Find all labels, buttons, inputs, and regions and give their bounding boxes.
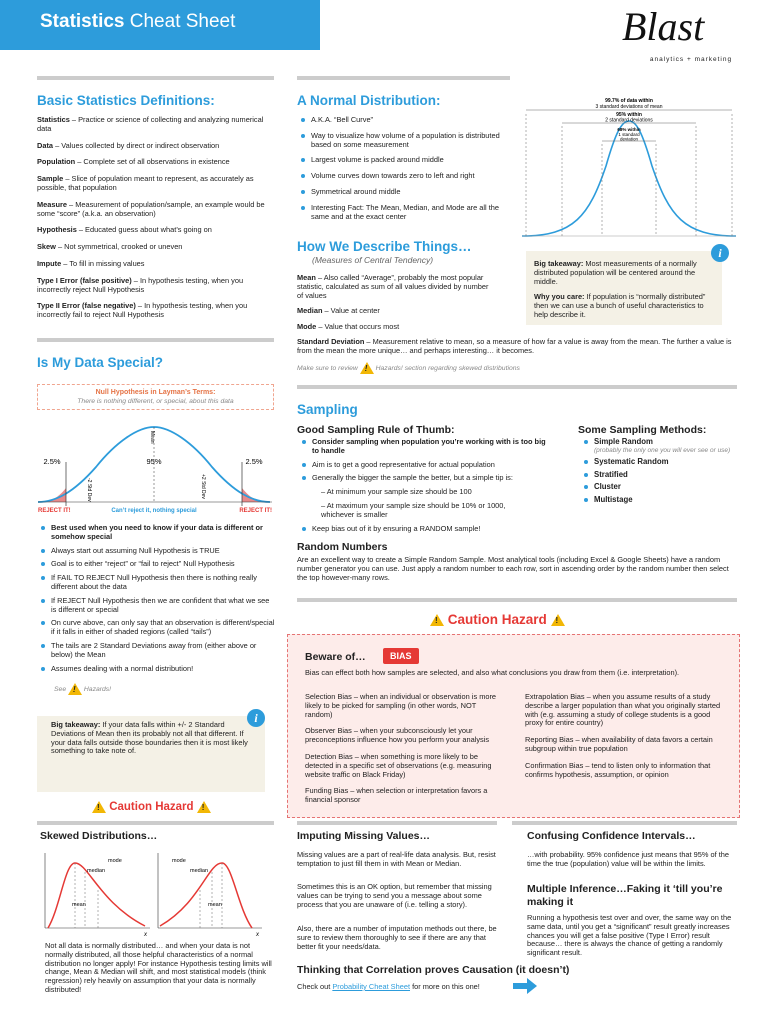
bias-term: Observer Bias [305,726,352,736]
definition-item [37,158,277,167]
sampling-method: Stratified [583,471,738,480]
cant-reject-label: Can’t reject it, nothing special [111,508,197,514]
bias-item [525,736,730,754]
info-icon: i [711,244,729,262]
special-bullet: Goal is to either “reject” or “fail to reject” Null Hypothesis [40,560,276,569]
null-title: Null Hypothesis in Layman’s Terms: [95,389,216,396]
definition-text: – Educated guess about what’s going on [76,225,212,235]
bias-intro: Bias can effect both how samples are selected, and also what conclusions you draw from them (i.e. interpretation). [305,668,680,677]
logo-tagline: analytics + marketing [649,56,733,63]
skewed-heading: Skewed Distributions… [40,830,158,842]
mode-definition: Mode – Value that occurs most [297,322,400,331]
null-hypothesis-box [37,384,274,410]
definition-term: Statistics [37,115,70,124]
warning-icon [197,801,211,813]
divider [297,598,737,602]
divider [512,821,737,825]
definition-text: – Measurement of population/sample, an example would be some “score” (a.k.a. an observation) [37,199,265,218]
describe-heading: How We Describe Things… [297,239,472,254]
imputing-p2: Sometimes this is an OK option, but remember that missing values can be trying to send you a message about some process that you are unaware of (i.e. telling a story). [297,882,492,909]
bias-text: – when availability of data favors a certain subgroup within true population [525,735,713,753]
info-icon: i [247,709,265,727]
multiple-heading: Multiple Inference…Faking it ‘till you’re making it [527,883,723,908]
bias-right-column [525,693,730,779]
warning-icon [551,614,565,626]
definition-item [37,243,277,252]
lower-caution-heading: ! Caution Hazard ! [92,801,211,813]
definition-item [37,175,277,193]
definition-term: Type I Error (false positive) [37,275,132,285]
describe-takeaway-box [526,251,722,325]
skewed-distributions-chart [40,848,265,938]
bias-text: – tend to listen only to information that confirms hypothesis, assumption, or opinion [525,760,711,779]
confidence-text: …with probability. 95% confidence just means that 95% of the time the true (population) value will be within the limits. [527,850,729,868]
special-bullet: Best used when you need to know if your data is different or somehow special [40,524,276,542]
bias-text: – when you assume results of a study describe a larger population than what you originally started with (e.g. assuming a study of college students is a good proxy for entire country) [525,692,721,728]
sampling-bullets [301,438,551,533]
bias-term: Confirmation Bias [525,760,584,770]
definition-term: Type II Error (false negative) [37,301,136,311]
divider [297,821,497,825]
definition-item [37,142,277,151]
normal-bullets [300,116,512,221]
beware-label: Beware of… [305,651,366,663]
label-68-line2: 1 standard [618,132,640,137]
divider [37,338,274,342]
see-hazards-note: See ! Hazards! [54,683,111,695]
special-takeaway-box [37,716,265,792]
bias-item [305,753,505,779]
arrow-right-icon [513,978,537,994]
bias-text: – when your subconsciously let your preconceptions influence how you perform your analysis [305,726,490,745]
takeaway-text: Big takeaway: Most measurements of a normally distributed population will be centered around the middle. [534,259,697,286]
special-bullet: Assumes dealing with a normal distribution! [40,665,276,674]
probability-cheat-sheet-link[interactable]: Probability Cheat Sheet [332,982,410,991]
correlation-heading: Thinking that Correlation proves Causation (it doesn’t) [297,964,570,976]
random-text: Are an excellent way to create a Simple Random Sample. Most analytical tools (including Excel & Google Sheets) have a random number generator you can use. Just apply a random number to each row, sort in ascending order by the random number then select the top however-many rows. [297,555,729,582]
bias-term: Detection Bias [305,751,353,761]
bias-item [305,787,505,805]
bias-term: Reporting Bias [525,735,574,745]
sampling-method: Simple Random [583,438,738,447]
special-heading: Is My Data Special? [37,355,164,370]
bias-term: Selection Bias [305,692,352,701]
warning-icon [360,362,374,374]
sampling-method: Multistage [583,496,738,505]
special-bullet: Always start out assuming Null Hypothesis is TRUE [40,547,276,556]
methods-note: (probably the only one you will ever see or use) [594,446,731,454]
describe-subheading: (Measures of Central Tendency) [312,255,434,265]
normal-bullet: Volume curves down towards zero to left and right [300,172,512,181]
label-68-line3: deviation [619,136,639,142]
definition-term: Skew [37,242,56,252]
definition-term: Hypothesis [37,225,77,235]
minus-2sd-label: -2 Std Dev [86,478,92,502]
special-bullet: If REJECT Null Hypothesis then we are confident that what we see is different or special [40,597,276,615]
methods-heading: Some Sampling Methods: [578,424,707,436]
bias-text: – when selection or interpretation favors a financial sponsor [305,786,488,805]
methods-list [583,438,738,505]
logo: Blast [622,4,705,49]
imputing-p3: Also, there are a number of imputation methods out there, be sure to review them thoroughly to see if there are any that better fit your needs/data. [297,924,497,951]
label-68-line1: 68% within [617,127,641,132]
sampling-bullet: Consider sampling when population you’re working with is too big to handle [301,438,551,456]
bias-item [525,762,730,780]
definition-text: – Not symmetrical, crooked or uneven [55,242,183,252]
bias-text: – when something is more likely to be detected in a specific set of observations (e.g. measuring website traffic on Black Friday) [305,751,492,779]
middle-percent: 95% [146,457,162,466]
normal-distribution-chart [514,96,739,241]
definition-term: Sample [37,174,64,184]
skewed-text: Not all data is normally distributed… and when your data is not normally distributed, all those helpful characteristics of a normal distribution no longer apply! For instance Hypothesis testing limits will change, Mean & Median will shift, and most statistical models (think regression) rely heavily on assumption that your data is normally distributed! [45,941,272,994]
divider [297,76,510,80]
sampling-subpoint: – At minimum your sample size should be 100 [321,487,472,497]
x-label-right: x [256,932,259,938]
sampling-bullet: Keep bias out of it by ensuring a RANDOM sample! [301,525,551,534]
divider [37,76,274,80]
sd-definition: Standard Deviation – Measurement relative to mean, so a measure of how far a value is away from the mean. The further a value is from the mean the more unique… and perhaps interesting… it becomes. [297,337,732,355]
definition-text: – Slice of population meant to represent, as accurately as possible, that population [37,174,254,192]
x-label-left: x [144,932,147,938]
mean-label-right: mean [208,902,222,908]
sampling-method: Systematic Random [583,458,738,467]
definition-term: Population [37,157,76,167]
normal-bullet: Way to visualize how volume of a population is distributed based on some measurement [300,132,512,150]
special-bullet: If FAIL TO REJECT Null Hypothesis then there is nothing really different about the data [40,574,276,592]
normal-bullet: Symmetrical around middle [300,188,512,197]
definition-item [37,226,277,235]
bias-item [525,693,730,728]
imputing-p1: Missing values are a part of real-life data analysis. But, resist temptation to just fill them in with Mean or Median. [297,850,496,868]
warning-icon [68,683,82,695]
median-label-right: median [190,868,209,874]
bias-term: Funding Bias [305,786,349,796]
confidence-heading: Confusing Confidence Intervals… [527,830,696,842]
definition-term: Impute [37,258,62,268]
bias-item [305,727,505,745]
warning-icon [92,801,106,813]
null-subtitle: There is nothing different, or special, about this data [77,398,234,405]
special-takeaway-text: Big takeaway: If your data falls within +/- 2 Standard Deviations of Mean then its probably not all that different. If your data falls outside those boundaries then it is most likely something to take note of. [51,720,248,756]
definition-item [37,201,277,219]
random-heading: Random Numbers [297,541,388,553]
imputing-heading: Imputing Missing Values… [297,830,431,842]
sampling-bullet: Aim is to get a good representative for actual population [301,461,551,470]
mean-label-left: mean [72,902,86,908]
label-95-line1: 95% within [616,112,642,118]
why-care-text: Why you care: If population is “normally distributed” then we can use a bunch of useful characteristics to help describe it. [534,292,706,319]
page-title: Statistics Cheat Sheet [40,11,236,32]
sampling-method: Cluster [583,483,738,492]
special-bullet: The tails are 2 Standard Deviations away from (either above or below) the Mean [40,642,276,660]
sampling-heading: Sampling [297,402,358,417]
divider [297,385,737,389]
definitions-list [37,116,277,320]
bias-text: – when an individual or observation is more likely to be picked for sampling (in other words, NOT random) [305,692,497,719]
null-hypothesis-chart [36,422,276,517]
mean-definition: Mean – Also called “Average”, probably the most popular statistic, calculated as sum of all values divided by number of values [297,273,489,300]
definition-text: – Values collected by direct or indirect observation [53,140,220,150]
correlation-text: Check out Probability Cheat Sheet for more on this one! [297,982,480,991]
label-99-line2: 3 standard deviations of mean [595,104,663,110]
sampling-bullet: Generally the bigger the sample the better, but a simple tip is: [301,474,551,483]
special-bullet: On curve above, can only say that an observation is different/special if it falls in either of shaded regions (called “tails”) [40,619,276,637]
bias-badge: BIAS [383,648,419,664]
special-bullets [40,524,276,673]
review-note: Make sure to review ! Hazards! section regarding skewed distributions [297,362,627,374]
definition-item [37,277,277,295]
plus-2sd-label: +2 Std Dev [200,474,206,499]
sampling-subpoint: – At maximum your sample size should be 10% or 1000, whichever is smaller [321,500,506,519]
normal-bullet: A.K.A. “Bell Curve” [300,116,512,125]
reject-right-label: REJECT IT! [239,508,272,514]
rule-heading: Good Sampling Rule of Thumb: [297,424,455,436]
normal-bullet: Interesting Fact: The Mean, Median, and Mode are all the same and at the exact center [300,204,512,222]
mean-label: Mean [149,431,155,444]
normal-heading: A Normal Distribution: [297,93,441,108]
definition-text: – Complete set of all observations in existence [75,157,230,167]
median-label-left: median [87,868,106,874]
reject-left-label: REJECT IT! [38,508,71,514]
label-95-line2: 2 standard deviations [605,117,653,124]
definition-item [37,260,277,269]
definition-term: Measure [37,199,67,209]
right-tail-percent: 2.5% [245,457,263,466]
bias-box [287,634,740,818]
definition-item [37,302,277,320]
definition-text: – Practice or science of collecting and analyzing numerical data [37,115,264,133]
definition-text: – In hypothesis testing, when you incorrectly reject Null Hypothesis [37,275,244,294]
definition-term: Data [37,140,54,150]
bias-term: Extrapolation Bias [525,692,585,701]
left-tail-percent: 2.5% [43,457,61,466]
mode-label-left: mode [108,858,122,864]
caution-heading: ! Caution Hazard ! [430,612,565,627]
bias-left-column [305,693,505,805]
label-99-line1: 99.7% of data within [605,98,653,104]
bias-item [305,693,505,719]
warning-icon [430,614,444,626]
definition-text: – In hypothesis testing, when you incorrectly fail to reject Null Hypothesis [37,301,248,320]
multiple-text: Running a hypothesis test over and over, the same way on the same data, until you get a “significant” result greatly increases chances you will get a false positive (Type I Error) result because… there is always the chance of getting a randomly significant result. [527,913,732,958]
mode-label-right: mode [172,858,186,864]
definition-item [37,116,277,134]
definition-text: – To fill in missing values [61,258,145,268]
median-definition: Median – Value at center [297,306,380,315]
definitions-heading: Basic Statistics Definitions: [37,93,215,108]
normal-bullet: Largest volume is packed around middle [300,156,512,165]
divider [37,821,274,825]
